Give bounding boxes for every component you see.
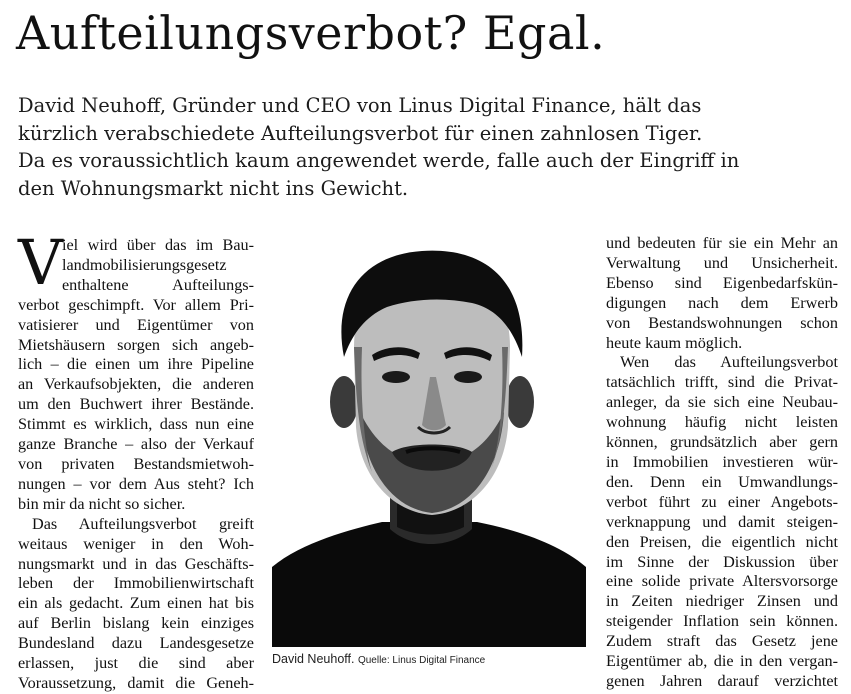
body-line: landmobilisierungsgesetz xyxy=(62,255,227,274)
body-line: Wen das Aufteilungsverbot xyxy=(620,353,838,372)
body-line: um den Buchwert ihrer Bestände. xyxy=(18,395,254,414)
body-line: heute kaum möglich. xyxy=(606,333,743,352)
body-line: auf Berlin bislang kein einziges xyxy=(18,614,254,633)
body-line: verknappung und damit steigen- xyxy=(606,512,838,531)
caption-source: Quelle: Linus Digital Finance xyxy=(357,655,486,666)
body-line: genen Jahren darauf verzichtet xyxy=(606,671,838,690)
lead-line: kürzlich verabschiedete Aufteilungsverbot für einen zahnlosen Tiger. xyxy=(18,121,703,145)
body-line: Mietshäusern sorgen sich angeb- xyxy=(18,335,254,354)
body-line: eine solide private Altersvorsorge xyxy=(606,572,838,591)
body-line: Ebenso sind Eigenbedarfskün- xyxy=(606,273,838,292)
body-line: von Bestandswohnungen schon xyxy=(606,313,838,332)
caption-name: David Neuhoff. xyxy=(272,652,355,666)
body-line: Eigentümer ab, die in den vergan- xyxy=(606,652,838,671)
body-line: erlassen, just die sind aber xyxy=(18,654,254,673)
body-line: steigender Inflation sein können. xyxy=(606,612,838,631)
body-line: iel wird über das im Bau- xyxy=(62,236,254,254)
photo-caption xyxy=(272,652,592,666)
body-line: an Verkaufsobjekten, die anderen xyxy=(18,375,254,394)
body-line: Stimmt es wirklich, dass nun eine xyxy=(18,415,254,434)
portrait-photo xyxy=(272,237,586,647)
body-line: und bedeuten für sie ein Mehr an xyxy=(606,234,838,252)
body-line: ganze Branche – also der Verkauf xyxy=(18,435,254,454)
body-column-right xyxy=(606,234,838,692)
drop-cap: V xyxy=(18,226,63,299)
body-line: Voraussetzung, damit die Geneh- xyxy=(18,673,254,692)
body-line: wohnung häufig nicht leisten xyxy=(606,413,838,432)
body-line: tatsächlich trifft, sind die Privat- xyxy=(606,373,838,392)
headline: Aufteilungsverbot? Egal. xyxy=(16,6,606,60)
lead-line: David Neuhoff, Gründer und CEO von Linus Digital Finance, hält das xyxy=(18,94,702,117)
body-line: digungen nach dem Erwerb xyxy=(606,293,838,312)
body-line: Zudem straft das Gesetz jene xyxy=(606,632,838,651)
body-line: lich – die einen um ihre Pipeline xyxy=(18,355,254,374)
body-line: können, grundsätzlich aber gern xyxy=(606,433,838,452)
body-line: weitaus weniger in den Woh- xyxy=(18,534,254,553)
lead-line: Da es voraussichtlich kaum angewendet werde, falle auch der Eingriff in xyxy=(18,149,740,172)
body-line: nungen – vor dem Aus steht? Ich xyxy=(18,474,254,493)
lead-paragraph xyxy=(18,92,738,202)
body-line: anleger, da sie sich eine Neubau- xyxy=(606,393,838,412)
body-line: enthaltene Aufteilungs- xyxy=(62,275,254,294)
body-column-left xyxy=(18,236,254,694)
body-line: in Zeiten niedriger Zinsen und xyxy=(606,592,838,611)
lead-line: den Wohnungsmarkt nicht ins Gewicht. xyxy=(18,176,409,200)
body-line: Bundesland dazu Landesgesetze xyxy=(18,634,254,653)
body-line: nungsmarkt und in das Geschäfts- xyxy=(18,554,254,573)
body-line: ein als gedacht. Zum einen hat bis xyxy=(18,594,254,613)
body-line: den. Denn ein Umwandlungs- xyxy=(606,472,838,491)
body-line: leben der Immobilienwirtschaft xyxy=(18,574,254,593)
body-line: von privaten Bestandsmietwoh- xyxy=(18,454,254,473)
body-line: Das Aufteilungsverbot greift xyxy=(32,514,254,533)
body-line: in Immobilien investieren wür- xyxy=(606,452,838,471)
body-line: verbot führt zu einer Angebots- xyxy=(606,492,838,511)
body-line: im Sinne der Diskussion über xyxy=(606,552,838,571)
body-line: bin mir da nicht so sicher. xyxy=(18,494,186,513)
body-line: Verwaltung und Unsicherheit. xyxy=(606,253,838,272)
body-line: vatisierer und Eigentümer von xyxy=(18,315,254,334)
body-line: verbot geschimpft. Vor allem Pri- xyxy=(18,295,254,314)
body-line: den Preisen, die eigentlich nicht xyxy=(606,532,838,551)
